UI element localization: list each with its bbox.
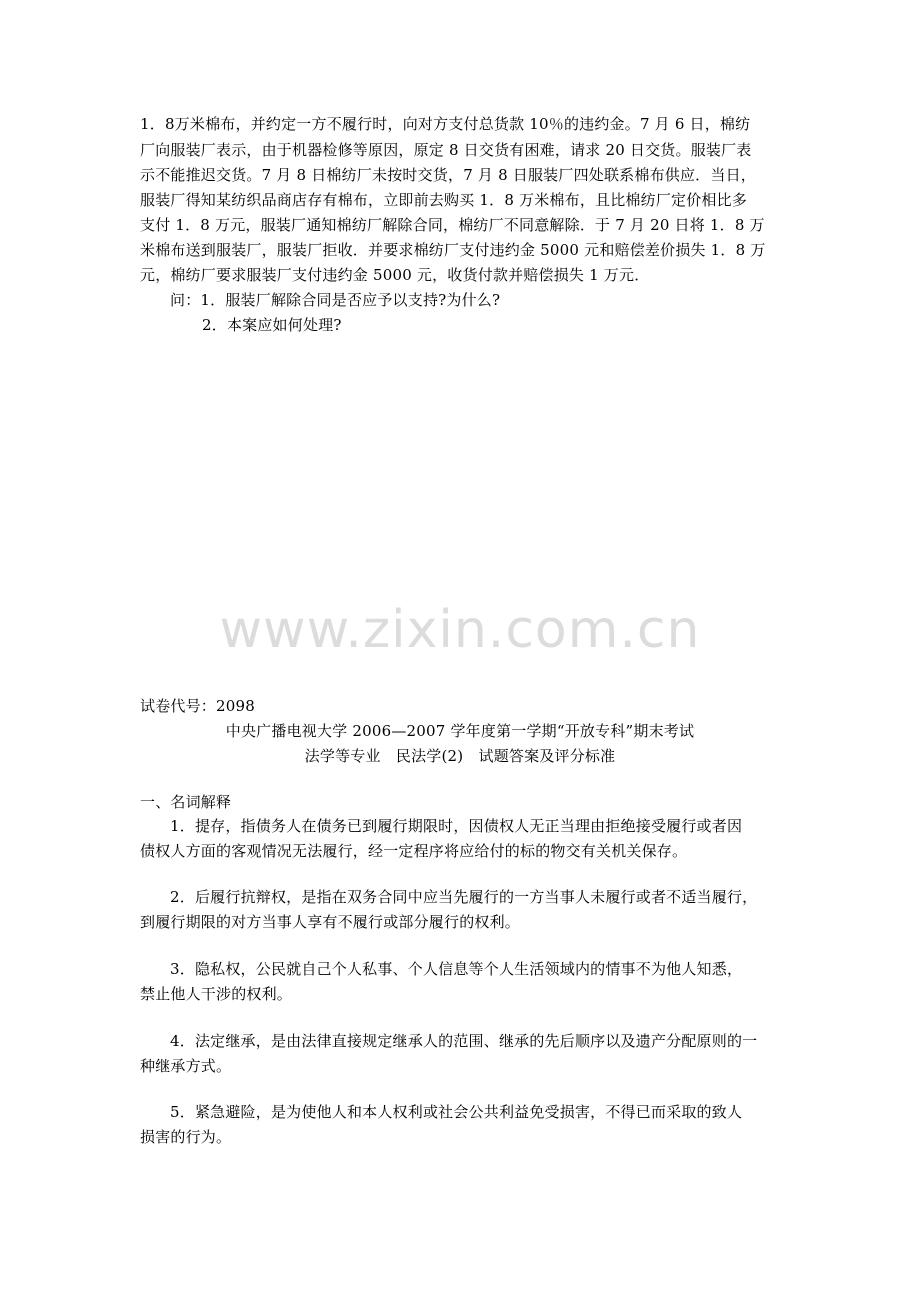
definition-line: 4．法定继承，是由法律直接规定继承人的范围、继承的先后顺序以及遗产分配原则的一 — [170, 1032, 758, 1050]
question-one: 问：1．服装厂解除合同是否应予以支持?为什么? — [170, 291, 501, 309]
exam-subtitle: 法学等专业 民法学(2) 试题答案及评分标准 — [304, 747, 616, 765]
section-heading: 一、名词解释 — [140, 793, 232, 811]
question-two: 2．本案应如何处理? — [202, 316, 342, 334]
definition-line: 禁止他人干涉的权利。 — [140, 985, 293, 1003]
definition-line: 5．紧急避险，是为使他人和本人权利或社会公共利益免受损害，不得已而采取的致人 — [170, 1103, 743, 1121]
exam-title: 中央广播电视大学 2006—2007 学年度第一学期“开放专科”期末考试 — [225, 722, 695, 740]
watermark: www.zixin.com.cn — [219, 600, 701, 660]
definition-line: 到履行期限的对方当事人享有不履行或部分履行的权利。 — [140, 913, 521, 931]
case-text-line: 示不能推迟交货。7 月 8 日棉纺厂未按时交货，7 月 8 日服装厂四处联系棉布供应．当日， — [140, 166, 756, 184]
case-text-line: 1．8万米棉布，并约定一方不履行时，向对方支付总货款 10％的违约金。7 月 6 日，棉纺 — [140, 115, 751, 133]
definition-line: 3．隐私权，公民就自己个人私事、个人信息等个人生活领域内的情事不为他人知悉， — [170, 960, 743, 978]
definition-line: 债权人方面的客观情况无法履行，经一定程序将应给付的标的物交有关机关保存。 — [140, 842, 688, 860]
definition-line: 种继承方式。 — [140, 1057, 232, 1075]
case-text-line: 米棉布送到服装厂，服装厂拒收．并要求棉纺厂支付违约金 5000 元和赔偿差价损失 1．8 万 — [140, 241, 766, 259]
definition-line: 1．提存，指债务人在债务已到履行期限时，因债权人无正当理由拒绝接受履行或者因 — [170, 817, 743, 835]
case-text-line: 服装厂得知某纺织品商店存有棉布，立即前去购买 1．8 万米棉布，且比棉纺厂定价相比多 — [140, 191, 748, 209]
case-text-line: 元，棉纺厂要求服装厂支付违约金 5000 元，收货付款并赔偿损失 1 万元． — [140, 266, 650, 284]
paper-code: 试卷代号：2098 — [140, 697, 255, 715]
case-text-line: 厂向服装厂表示，由于机器检修等原因，原定 8 日交货有困难，请求 20 日交货。服装厂表 — [140, 141, 752, 159]
case-text-line: 支付 1．8 万元，服装厂通知棉纺厂解除合同，棉纺厂不同意解除．于 7 月 20 日将 1．8 万 — [140, 216, 765, 234]
definition-line: 2．后履行抗辩权，是指在双务合同中应当先履行的一方当事人未履行或者不适当履行， — [170, 888, 758, 906]
definition-line: 损害的行为。 — [140, 1128, 232, 1146]
